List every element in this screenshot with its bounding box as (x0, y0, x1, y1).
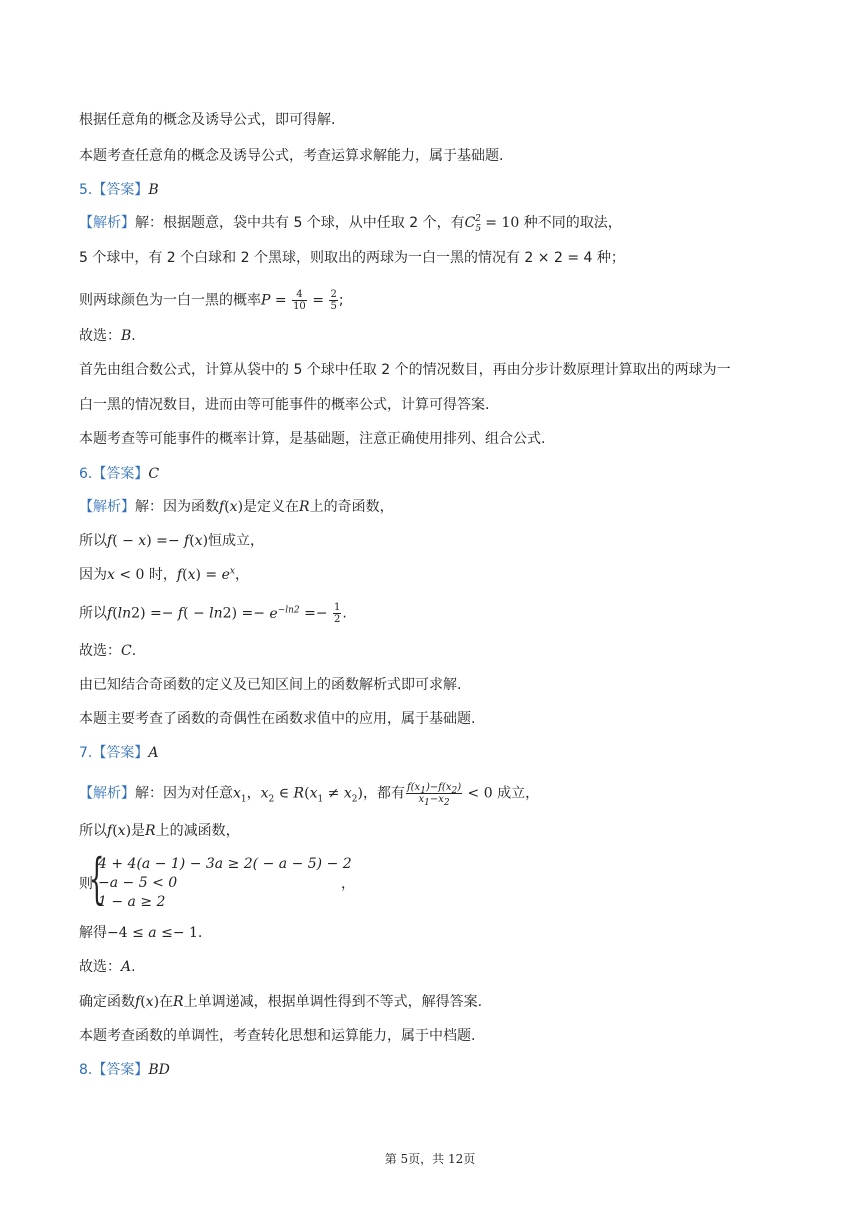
text-line: 白一黑的情况数目，进而由等可能事件的概率公式，计算可得答案. (79, 397, 490, 413)
choice-line: 故选：C. (79, 643, 137, 659)
analysis-line: 【解析】解：因为对任意$x_1$，$x_2$ ∈ $R(x_1 \ne x_2)$，都有 $\frac{f(x_1)-f(x_2)}{x_1-x_2}$ < 0 成立， (79, 782, 540, 808)
math-line: 所以f(x)是R上的减函数， (79, 823, 240, 839)
analysis-label: 【解析】 (79, 215, 135, 231)
math-line: 所以f( − x) =− f(x)恒成立， (79, 533, 265, 549)
math-combination: $C_5^2$ (464, 214, 482, 234)
text: 则两球颜色为一白一黑的概率 (79, 292, 261, 309)
answer-value: B (148, 182, 159, 198)
text-line: 由已知结合奇函数的定义及已知区间上的函数解析式即可求解. (79, 677, 462, 693)
inequality-system: 则 { 4 + 4(a − 1) − 3a ≥ 2( − a − 5) − 2 −a − 5 < 0 1 − a ≥ 2 ， (79, 847, 355, 910)
text-line: 本题主要考查了函数的奇偶性在函数求值中的应用，属于基础题. (79, 711, 476, 727)
math: P (261, 292, 271, 309)
math: = 10 (480, 215, 524, 231)
probability-line: 则两球颜色为一白一黑的概率P = $\frac{4}{10}$ = $\frac{2}{5}$ ; (79, 289, 344, 312)
text-line: 本题考查等可能事件的概率计算，是基础题，注意正确使用排列、组合公式. (79, 431, 546, 447)
fraction: $\frac{4}{10}$ (293, 289, 306, 312)
question-number: 5. (79, 182, 93, 198)
choice-line: 故选：A. (79, 959, 136, 975)
inequality-row: 1 − a ≥ 2 (98, 894, 166, 910)
math-line: 所以$f(\ln 2) =- f( - \ln 2) =- e^{-ln2}$ =− $\frac{1}{2}$ . (79, 602, 347, 625)
fraction: $\frac{2}{5}$ (330, 289, 337, 312)
text: 解：根据题意，袋中共有 5 个球，从中任取 2 个，有 (135, 215, 465, 231)
text-line: 本题考查函数的单调性，考查转化思想和运算能力，属于中档题. (79, 1028, 476, 1044)
text-line: 本题考查任意角的概念及诱导公式，考查运算求解能力，属于基础题. (79, 148, 504, 164)
answer-8: 8.【答案】BD (79, 1062, 170, 1078)
text-line: 首先由组合数公式，计算从袋中的 5 个球中任取 2 个的情况数目，再由分步计数原理计算取出的两球为一 (79, 362, 731, 378)
text-line: 根据任意角的概念及诱导公式，即可得解. (79, 112, 336, 128)
math-line: 因为x < 0 时，$f(x) = e^x$， (79, 566, 249, 583)
math-line: 解得−4 ≤ a ≤− 1. (79, 925, 203, 941)
choice-line: 故选：B. (79, 328, 136, 344)
text: 则 (79, 876, 93, 892)
analysis-line: 【解析】解：因为函数f(x)是定义在R上的奇函数， (79, 499, 394, 515)
math-line: 确定函数f(x)在R上单调递减，根据单调性得到不等式，解得答案. (79, 994, 483, 1010)
answer-7: 7.【答案】A (79, 745, 159, 761)
text-line: 5 个球中，有 2 个白球和 2 个黑球，则取出的两球为一白一黑的情况有 2 × 2 = 4 种； (79, 250, 625, 266)
answer-6: 6.【答案】C (79, 466, 160, 482)
answer-5 (79, 180, 159, 200)
left-brace: { (89, 847, 105, 910)
inequality-row: 4 + 4(a − 1) − 3a ≥ 2( − a − 5) − 2 (98, 856, 352, 872)
inequality-row: −a − 5 < 0 (98, 875, 178, 891)
page-footer: 第 5页，共 12页 (384, 1152, 476, 1166)
analysis-line (79, 213, 622, 233)
text: 种不同的取法， (523, 215, 622, 231)
answer-label: 【答案】 (92, 182, 149, 198)
